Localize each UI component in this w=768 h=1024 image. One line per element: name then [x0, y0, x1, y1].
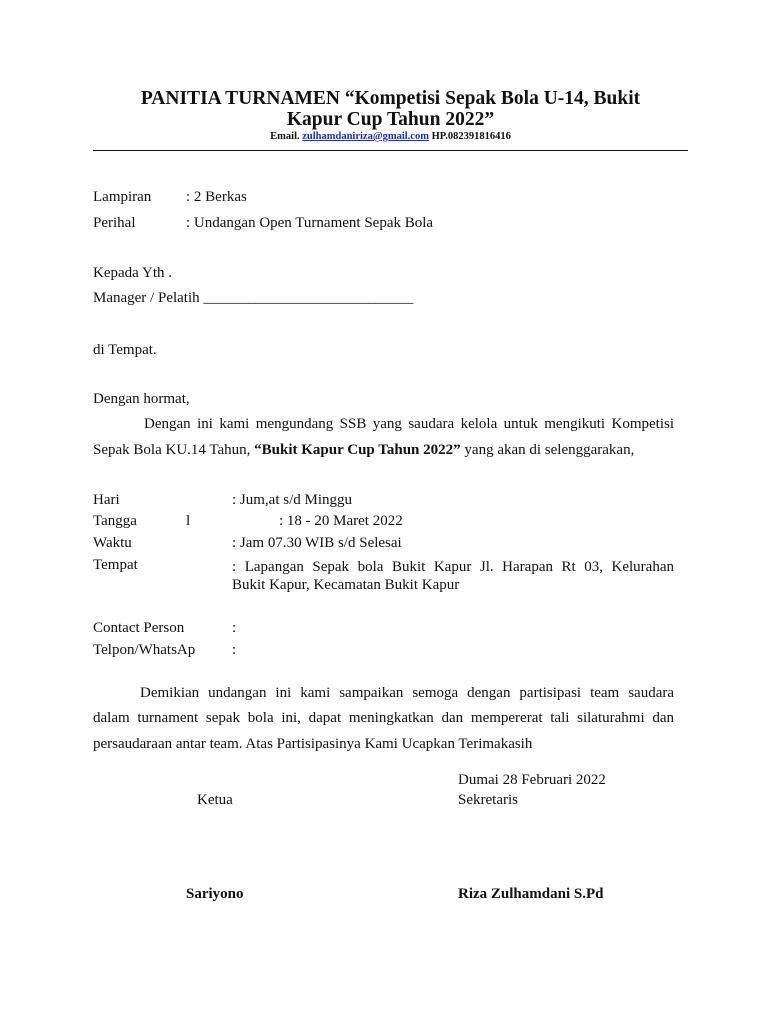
greeting: Dengan hormat,: [93, 391, 190, 407]
hari-label: Hari: [93, 492, 120, 508]
recipient-line-1: Kepada Yth .: [93, 265, 172, 281]
email-link[interactable]: zulhamdaniriza@gmail.com: [302, 131, 429, 142]
waktu-value: : Jam 07.30 WIB s/d Selesai: [232, 535, 402, 551]
contact-person-label: Contact Person: [93, 620, 185, 636]
intro-text-end: yang akan di selenggarakan,: [464, 442, 635, 458]
tempat-value-line-1: : Lapangan Sepak bola Bukit Kapur Jl. Harapan Rt 03, Kelurahan: [232, 559, 674, 575]
email-label: Email.: [270, 131, 300, 142]
lampiran-value: : 2 Berkas: [186, 189, 247, 205]
waktu-label: Waktu: [93, 535, 132, 551]
closing-line-3: persaudaraan antar team. Atas Partisipasinya Kami Ucapkan Terimakasih: [93, 736, 533, 752]
recipient-place: di Tempat.: [93, 342, 157, 358]
intro-line-2: [93, 442, 634, 459]
letter-title: [93, 88, 688, 130]
closing-line-2: dalam turnament sepak bola ini, dapat meningkatkan dan mempererat tali silaturahmi dan: [93, 710, 674, 726]
whatsapp-value: :: [232, 642, 237, 658]
ketua-name: Sariyono: [186, 886, 244, 902]
tanggal-label: Tangga: [93, 513, 137, 529]
intro-line-1: Dengan ini kami mengundang SSB yang saudara kelola untuk mengikuti Kompetisi: [144, 416, 674, 432]
title-line-2: Kapur Cup Tahun 2022”: [286, 109, 495, 130]
whatsapp-label: Telpon/WhatsAp: [93, 642, 196, 658]
contact-person-value: :: [232, 620, 237, 636]
lampiran-label: Lampiran: [93, 189, 152, 205]
tanggal-label-end: l: [186, 513, 191, 529]
perihal-value: : Undangan Open Turnament Sepak Bola: [186, 215, 434, 231]
hari-value: : Jum,at s/d Minggu: [232, 492, 353, 508]
perihal-label: Perihal: [93, 215, 136, 231]
closing-line-1: Demikian undangan ini kami sampaikan semoga dengan partisipasi team saudara: [140, 685, 674, 701]
tanggal-value: : 18 - 20 Maret 2022: [279, 513, 403, 529]
tempat-value-line-2: Bukit Kapur, Kecamatan Bukit Kapur: [232, 577, 460, 593]
event-name: “Bukit Kapur Cup Tahun 2022”: [254, 442, 461, 458]
tempat-label: Tempat: [93, 557, 138, 573]
contact-line: [93, 131, 688, 142]
intro-text: Sepak Bola KU.14 Tahun,: [93, 442, 251, 458]
recipient-line-2: Manager / Pelatih ____________________________: [93, 290, 414, 306]
phone-number: HP.082391816416: [431, 131, 511, 142]
letter-date: Dumai 28 Februari 2022: [458, 772, 606, 788]
sekretaris-name: Riza Zulhamdani S.Pd: [458, 886, 604, 902]
title-line-1: PANITIA TURNAMEN “Kompetisi Sepak Bola U-14, Bukit: [140, 88, 641, 109]
sekretaris-role: Sekretaris: [458, 792, 518, 808]
header-divider: [93, 150, 688, 151]
ketua-role: Ketua: [197, 792, 233, 808]
